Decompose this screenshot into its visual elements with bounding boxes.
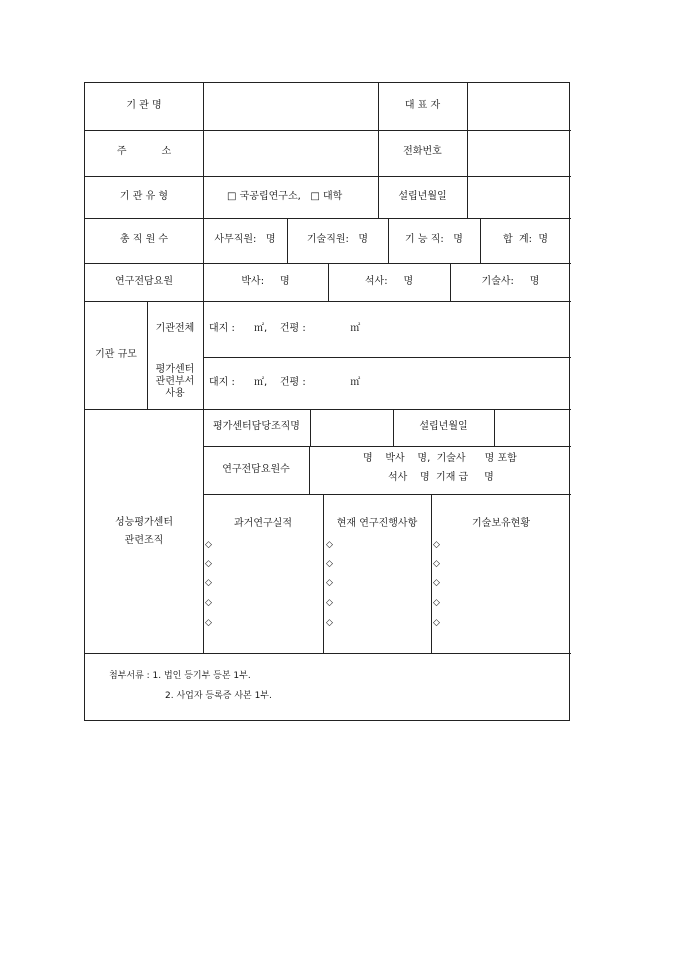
center-staff-label: 연구전담요원수 — [222, 464, 290, 475]
dept-label-line1: 평가센터 — [155, 364, 195, 375]
checkbox-icon[interactable]: □ — [310, 191, 320, 202]
center-staff-line1: 명 박사 명, 기술사 명 포함 — [363, 453, 517, 464]
diamond-bullet-icon: ◇ — [326, 618, 333, 628]
diamond-bullet-icon: ◇ — [205, 618, 212, 628]
row-divider — [203, 446, 571, 447]
diamond-bullet-icon: ◇ — [205, 598, 212, 608]
institution-type-options — [227, 191, 342, 203]
institution-name-label: 기 관 명 — [126, 100, 162, 111]
center-label-line2: 관련조직 — [124, 535, 164, 546]
whole-institution-label: 기관전체 — [155, 323, 195, 334]
col-divider — [203, 83, 204, 653]
center-established-label: 설립년월일 — [419, 421, 468, 432]
row-divider — [85, 218, 571, 219]
research-staff-label: 연구전담요원 — [115, 276, 173, 287]
diamond-bullet-icon: ◇ — [326, 540, 333, 550]
diamond-bullet-icon: ◇ — [433, 559, 440, 569]
dept-area: 대지 : ㎡, 건평 : ㎡ — [209, 377, 361, 388]
diamond-bullet-icon: ◇ — [433, 618, 440, 628]
diamond-bullet-icon: ◇ — [326, 598, 333, 608]
diamond-bullet-icon: ◇ — [326, 559, 333, 569]
row-divider — [85, 130, 571, 131]
tech-holdings-label: 기술보유현황 — [472, 518, 530, 529]
diamond-bullet-icon: ◇ — [433, 578, 440, 588]
diamond-bullet-icon: ◇ — [205, 578, 212, 588]
attachment-line2: 2. 사업자 등록증 사본 1부. — [165, 691, 272, 701]
row-divider — [203, 494, 571, 495]
technical-staff-count: 기술직원: 명 — [306, 234, 369, 245]
diamond-bullet-icon: ◇ — [205, 559, 212, 569]
checkbox-icon[interactable]: □ — [227, 191, 237, 202]
masters-count: 석사: 명 — [364, 276, 414, 287]
row-divider — [203, 357, 571, 358]
row-divider — [85, 409, 571, 410]
skilled-staff-count: 기 능 직: 명 — [405, 234, 463, 245]
application-form — [84, 82, 570, 721]
center-staff-line2: 석사 명 기재 급 명 — [388, 472, 494, 483]
technician-count: 기술사: 명 — [481, 276, 540, 287]
col-divider — [467, 83, 468, 218]
dept-label-line3: 사용 — [165, 388, 185, 399]
office-staff-count: 사무직원: 명 — [214, 234, 276, 245]
total-staff-label: 총 직 원 수 — [119, 234, 169, 245]
col-divider — [310, 409, 311, 446]
diamond-bullet-icon: ◇ — [205, 540, 212, 550]
institution-type-label: 기 관 유 형 — [119, 191, 169, 202]
total-staff-count: 합 계: 명 — [502, 234, 549, 245]
phone-label: 전화번호 — [403, 146, 442, 157]
established-date-label: 설립년월일 — [398, 191, 447, 202]
option-university: 대학 — [322, 191, 343, 202]
current-research-label: 현재 연구진행사항 — [336, 518, 418, 529]
diamond-bullet-icon: ◇ — [326, 578, 333, 588]
center-label-line1: 성능평가센터 — [115, 517, 173, 528]
phd-count: 박사: 명 — [241, 276, 290, 287]
col-divider — [494, 409, 495, 446]
past-research-label: 과거연구실적 — [234, 518, 292, 529]
row-divider — [85, 176, 571, 177]
diamond-bullet-icon: ◇ — [433, 540, 440, 550]
dept-label-line2: 관련부서 — [155, 376, 195, 387]
representative-label: 대 표 자 — [404, 100, 441, 111]
address-label: 주 소 — [116, 146, 172, 157]
attachment-line1: 첨부서류 : 1. 법인 등기부 등본 1부. — [109, 671, 251, 681]
row-divider — [85, 653, 571, 654]
row-divider — [85, 301, 571, 302]
option-national-institute: 국공립연구소, — [239, 191, 301, 202]
org-name-label: 평가센터담당조직명 — [213, 421, 300, 432]
whole-institution-area: 대지 : ㎡, 건평 : ㎡ — [209, 323, 361, 334]
diamond-bullet-icon: ◇ — [433, 598, 440, 608]
col-divider — [309, 446, 310, 494]
institution-scale-label: 기관 규모 — [95, 349, 137, 360]
